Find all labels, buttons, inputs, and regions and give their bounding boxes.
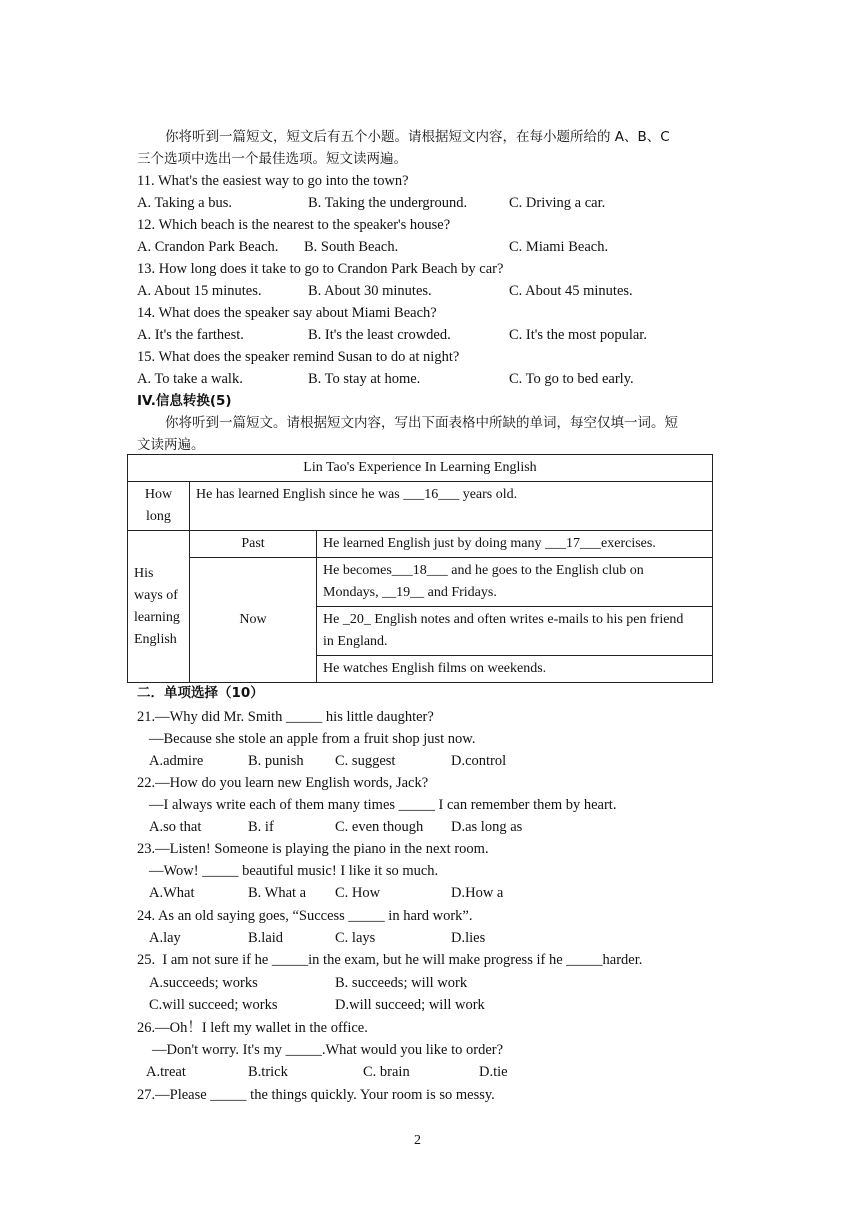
question-option-c: C. About 45 minutes.	[509, 283, 633, 299]
now-row-line: in England.	[323, 634, 388, 649]
info-instruction-line1: 你将听到一篇短文。请根据短文内容，写出下面表格中所缺的单词，每空仅填一词。短	[165, 415, 678, 431]
question-stem: 26.—Oh！I left my wallet in the office.	[137, 1020, 368, 1036]
question-stem: 22.—How do you learn new English words, Jack?	[137, 775, 429, 791]
ways-label-line: learning	[134, 609, 180, 625]
choice-option: B.laid	[248, 930, 284, 946]
choice-option: B. punish	[248, 753, 304, 769]
choice-option: C. How	[335, 885, 381, 901]
question-stem: 15. What does the speaker remind Susan to do at night?	[137, 349, 460, 365]
choice-option: D.How a	[451, 885, 504, 901]
question-response: —I always write each of them many times _____ I can remember them by heart.	[149, 797, 617, 813]
question-stem: 24. As an old saying goes, “Success _____ in hard work”.	[137, 908, 473, 924]
question-option-b: B. South Beach.	[304, 239, 399, 255]
question-response: —Because she stole an apple from a fruit shop just now.	[149, 731, 476, 747]
ways-label-line: His	[134, 565, 154, 581]
how-long-answer: He has learned English since he was ___16___ years old.	[190, 482, 713, 531]
question-option-a: A. Taking a bus.	[137, 195, 232, 211]
page-number: 2	[414, 1133, 421, 1148]
question-option-a: A. About 15 minutes.	[137, 283, 262, 299]
question-option-c: C. Driving a car.	[509, 195, 606, 211]
now-row-2	[317, 607, 713, 656]
how-long-label	[128, 482, 190, 531]
choice-option: C. lays	[335, 930, 376, 946]
question-stem: 12. Which beach is the nearest to the speaker's house?	[137, 217, 451, 233]
now-row-line: He _20_ English notes and often writes e-mails to his pen friend	[323, 612, 684, 627]
question-option-c: C. It's the most popular.	[509, 327, 647, 343]
choice-option: A.lay	[149, 930, 181, 946]
ways-label	[128, 531, 190, 683]
section-heading: IV.信息转换(5)	[137, 393, 232, 409]
ways-label-line: English	[134, 631, 177, 647]
question-response: —Don't worry. It's my _____.What would you like to order?	[152, 1042, 504, 1058]
question-option-a: A. Crandon Park Beach.	[137, 239, 279, 255]
past-answer: He learned English just by doing many ___17___exercises.	[317, 531, 713, 558]
listening-instruction-line1: 你将听到一篇短文，短文后有五个小题。请根据短文内容，在每小题所给的 A、B、C	[165, 129, 670, 145]
table-title: Lin Tao's Experience In Learning English	[128, 455, 713, 482]
choice-option: A.admire	[149, 753, 204, 769]
info-table	[127, 454, 713, 683]
ways-label-line: ways of	[134, 587, 178, 603]
question-stem: 23.—Listen! Someone is playing the piano in the next room.	[137, 841, 489, 857]
now-row-3: He watches English films on weekends.	[317, 656, 713, 683]
now-label: Now	[190, 558, 317, 683]
section-heading: 二．单项选择（10）	[137, 685, 264, 701]
question-option-a: A. To take a walk.	[137, 371, 243, 387]
question-response: —Wow! _____ beautiful music! I like it so much.	[149, 863, 439, 879]
past-label: Past	[190, 531, 317, 558]
choice-option: B. succeeds; will work	[335, 975, 468, 991]
choice-option: A.What	[149, 885, 195, 901]
question-option-b: B. Taking the underground.	[308, 195, 468, 211]
question-stem: 13. How long does it take to go to Crandon Park Beach by car?	[137, 261, 504, 277]
how-long-label-line: How	[144, 487, 173, 502]
listening-instruction-line2: 三个选项中选出一个最佳选项。短文读两遍。	[137, 151, 407, 167]
question-stem: 11. What's the easiest way to go into the town?	[137, 173, 409, 189]
question-option-b: B. It's the least crowded.	[308, 327, 451, 343]
choice-option: D.will succeed; will work	[335, 997, 485, 1013]
choice-option: B.trick	[248, 1064, 288, 1080]
question-stem: 27.—Please _____ the things quickly. Your room is so messy.	[137, 1087, 495, 1103]
choice-option: C. suggest	[335, 753, 396, 769]
choice-option: B. What a	[248, 885, 307, 901]
choice-option: D.control	[451, 753, 507, 769]
question-option-c: C. Miami Beach.	[509, 239, 609, 255]
question-option-a: A. It's the farthest.	[137, 327, 244, 343]
choice-option: D.tie	[479, 1064, 508, 1080]
question-option-b: B. To stay at home.	[308, 371, 421, 387]
choice-option: A.so that	[149, 819, 202, 835]
now-row-1	[317, 558, 713, 607]
question-stem: 14. What does the speaker say about Miami Beach?	[137, 305, 437, 321]
choice-option: C.will succeed; works	[149, 997, 278, 1013]
question-stem: 25. I am not sure if he _____in the exam, but he will make progress if he _____harder.	[137, 952, 643, 968]
now-row-line: Mondays, __19__ and Fridays.	[323, 585, 497, 600]
how-long-label-line: long	[146, 509, 171, 524]
question-option-b: B. About 30 minutes.	[308, 283, 432, 299]
choice-option: C. even though	[335, 819, 424, 835]
info-instruction-line2: 文读两遍。	[137, 437, 205, 453]
choice-option: A.treat	[146, 1064, 186, 1080]
choice-option: D.lies	[451, 930, 486, 946]
choice-option: D.as long as	[451, 819, 523, 835]
choice-option: C. brain	[363, 1064, 410, 1080]
question-stem: 21.—Why did Mr. Smith _____ his little daughter?	[137, 709, 434, 725]
question-option-c: C. To go to bed early.	[509, 371, 634, 387]
now-row-line: He becomes___18___ and he goes to the English club on	[323, 563, 644, 578]
choice-option: B. if	[248, 819, 274, 835]
choice-option: A.succeeds; works	[149, 975, 258, 991]
